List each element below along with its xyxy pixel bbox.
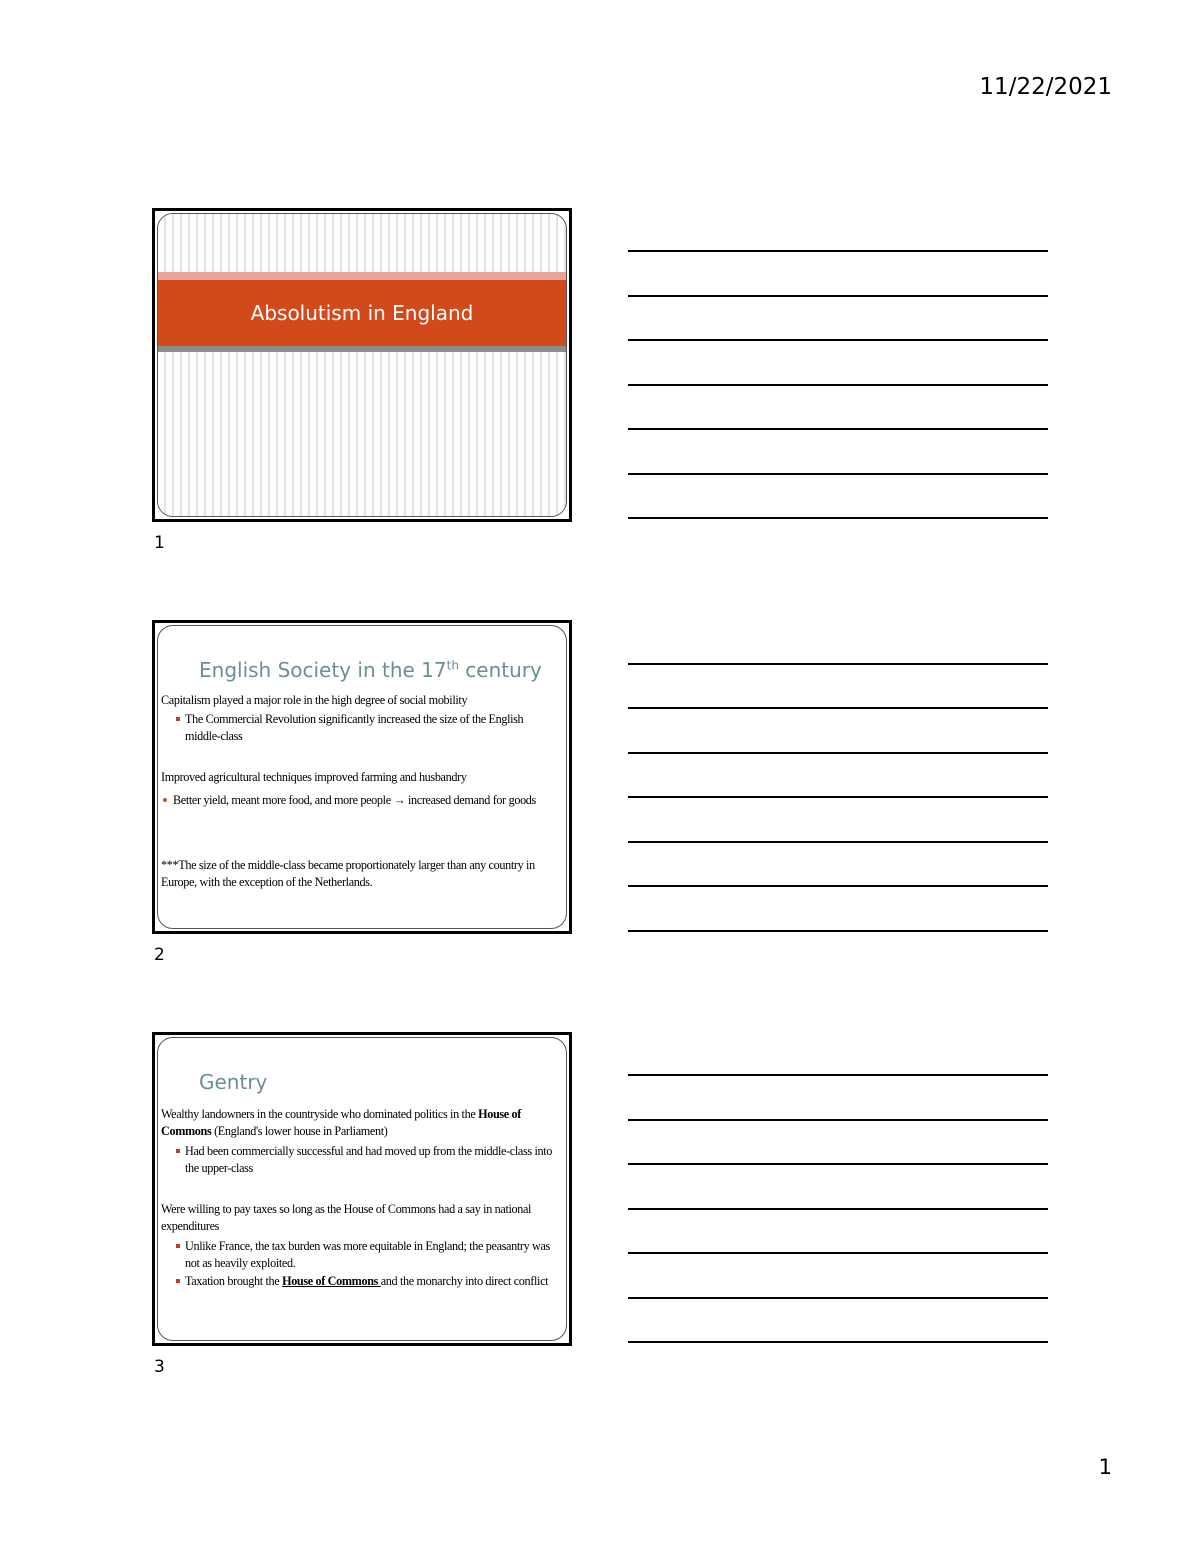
slide-2-subpoint-1: The Commercial Revolution significantly increased the size of the English middle-class <box>161 711 560 745</box>
slide-2-body <box>161 692 560 891</box>
slide-2-point-3: ***The size of the middle-class became proportionately larger than any country in Europe, with the exception of the Netherlands. <box>161 858 535 889</box>
slide-3-point-1: Wealthy landowners in the countryside who dominated politics in the House of Commons (England's lower house in Parliament) <box>161 1107 521 1138</box>
note-line <box>628 707 1048 709</box>
slide-3-subpoint-1: Had been commercially successful and had moved up from the middle-class into the upper-class <box>161 1143 560 1177</box>
note-line <box>628 663 1048 665</box>
note-line <box>628 1119 1048 1121</box>
note-line <box>628 930 1048 932</box>
note-line <box>628 339 1048 341</box>
slide-3-subpoint-2: Unlike France, the tax burden was more equitable in England; the peasantry was not as heavily exploited. <box>161 1238 560 1272</box>
note-line <box>628 752 1048 754</box>
page-number: 1 <box>1098 1455 1112 1479</box>
slide-3-number: 3 <box>154 1357 165 1377</box>
note-line <box>628 428 1048 430</box>
note-line <box>628 250 1048 252</box>
slide-1-number: 1 <box>154 533 165 553</box>
note-line <box>628 517 1048 519</box>
square-bullet-icon <box>176 717 180 721</box>
note-line <box>628 1297 1048 1299</box>
slide-1-accent-band <box>158 272 566 280</box>
note-line <box>628 841 1048 843</box>
slide-1-title: Absolutism in England <box>250 301 474 325</box>
note-line <box>628 885 1048 887</box>
slide-2-frame <box>157 625 567 929</box>
slide-3-title: Gentry <box>199 1070 268 1094</box>
note-line <box>628 295 1048 297</box>
note-line <box>628 384 1048 386</box>
slide-1-gray-band <box>158 346 566 352</box>
slide-2 <box>152 620 572 934</box>
round-bullet-icon <box>163 798 167 802</box>
slide-2-point-1: Capitalism played a major role in the high degree of social mobility <box>161 693 468 707</box>
slide-2-number: 2 <box>154 945 165 965</box>
slide-3-point-2: Were willing to pay taxes so long as the House of Commons had a say in national expenditures <box>161 1202 532 1233</box>
slide-2-title: English Society in the 17th century <box>199 658 542 682</box>
square-bullet-icon <box>176 1279 180 1283</box>
slide-2-point-2: Improved agricultural techniques improved farming and husbandry <box>161 770 467 784</box>
slide-1-frame <box>157 213 567 517</box>
slide-1-stripe-background <box>158 214 566 516</box>
note-line <box>628 1341 1048 1343</box>
note-line <box>628 1252 1048 1254</box>
slide-2-subpoint-2: Better yield, meant more food, and more people → increased demand for goods <box>161 792 560 809</box>
slide-3 <box>152 1032 572 1346</box>
note-line <box>628 1163 1048 1165</box>
slide-1-title-band <box>158 280 566 346</box>
slide-3-subpoint-3: Taxation brought the House of Commons and the monarchy into direct conflict <box>161 1273 560 1290</box>
note-line <box>628 796 1048 798</box>
slide-1 <box>152 208 572 522</box>
square-bullet-icon <box>176 1149 180 1153</box>
square-bullet-icon <box>176 1244 180 1248</box>
note-line <box>628 1208 1048 1210</box>
slide-3-frame <box>157 1037 567 1341</box>
note-line <box>628 1074 1048 1076</box>
print-date: 11/22/2021 <box>979 74 1112 100</box>
note-line <box>628 473 1048 475</box>
slide-3-body <box>161 1106 560 1290</box>
